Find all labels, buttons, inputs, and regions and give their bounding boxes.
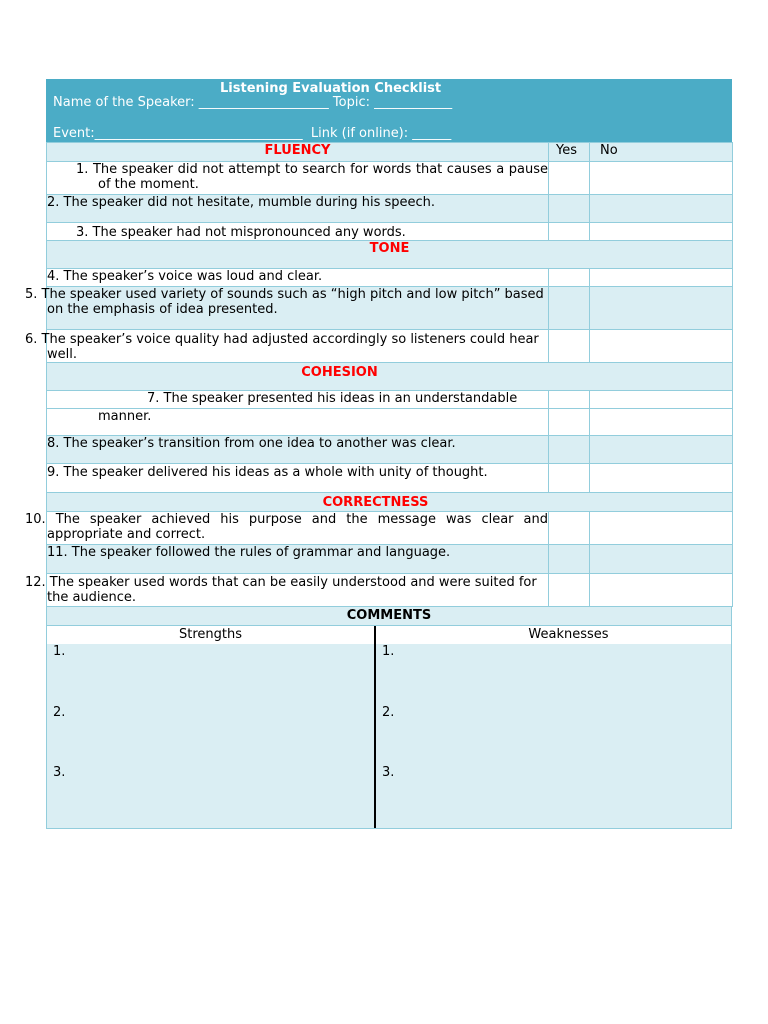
- yes-cell[interactable]: [549, 223, 590, 241]
- criterion-item: 2. The speaker did not hesitate, mumble during his speech.: [47, 195, 549, 223]
- section-cohesion: COHESION: [47, 363, 733, 391]
- yes-cell[interactable]: [549, 464, 590, 493]
- section-tone: TONE: [47, 241, 733, 269]
- no-cell[interactable]: [590, 436, 733, 464]
- no-cell[interactable]: [590, 512, 733, 545]
- yes-cell[interactable]: [549, 195, 590, 223]
- no-cell[interactable]: [590, 269, 733, 287]
- weaknesses-header: Weaknesses: [376, 626, 731, 644]
- yes-cell[interactable]: [549, 162, 590, 195]
- yes-cell[interactable]: [549, 330, 590, 363]
- no-cell[interactable]: [590, 574, 733, 607]
- weakness-number: 3.: [382, 765, 395, 780]
- yes-column-header: Yes: [549, 143, 590, 162]
- no-cell[interactable]: [590, 545, 733, 574]
- strengths-header: Strengths: [47, 626, 374, 644]
- weakness-number: 1.: [382, 644, 395, 659]
- yes-cell[interactable]: [549, 269, 590, 287]
- section-correctness: CORRECTNESS: [47, 493, 733, 512]
- yes-cell[interactable]: [549, 391, 590, 409]
- criterion-item: 11. The speaker followed the rules of grammar and language.: [47, 545, 549, 574]
- evaluation-checklist: [25, 79, 732, 829]
- no-cell[interactable]: [590, 162, 733, 195]
- comments-section: [46, 607, 732, 829]
- speaker-topic-line: Name of the Speaker: ____________________ Topic: ____________: [53, 95, 453, 110]
- yes-cell[interactable]: [549, 545, 590, 574]
- yes-cell[interactable]: [549, 436, 590, 464]
- strengths-column: [47, 626, 376, 828]
- criteria-table: [25, 142, 733, 607]
- strength-number: 1.: [53, 644, 66, 659]
- yes-cell[interactable]: [549, 512, 590, 545]
- criterion-item: 7. The speaker presented his ideas in an understandable: [47, 391, 549, 409]
- criterion-item: 10. The speaker achieved his purpose and the message was clear and appropriate and correct.: [47, 512, 549, 545]
- criterion-item-continued: manner.: [47, 409, 549, 436]
- criterion-item: 9. The speaker delivered his ideas as a whole with unity of thought.: [47, 464, 549, 493]
- strength-number: 2.: [53, 705, 66, 720]
- no-cell[interactable]: [590, 409, 733, 436]
- yes-cell[interactable]: [549, 574, 590, 607]
- checklist-header: Listening Evaluation Checklist Name of the Speaker: ____________________ Topic: ____________ Event:________________________________ Link (if online): ______: [46, 79, 732, 142]
- no-cell[interactable]: [590, 464, 733, 493]
- weaknesses-column: [376, 626, 731, 828]
- no-cell[interactable]: [590, 223, 733, 241]
- criterion-item: 12. The speaker used words that can be easily understood and were suited for the audience.: [47, 574, 549, 607]
- no-cell[interactable]: [590, 287, 733, 330]
- section-fluency: FLUENCY: [47, 143, 549, 162]
- strength-number: 3.: [53, 765, 66, 780]
- criterion-item: 8. The speaker’s transition from one idea to another was clear.: [47, 436, 549, 464]
- criterion-item: 1. The speaker did not attempt to search for words that causes a pause of the moment.: [47, 162, 549, 195]
- strengths-area[interactable]: [47, 644, 374, 828]
- criterion-item: 5. The speaker used variety of sounds such as “high pitch and low pitch” based on the emphasis of idea presented.: [47, 287, 549, 330]
- event-link-line: Event:________________________________ Link (if online): ______: [53, 126, 452, 141]
- weaknesses-area[interactable]: [376, 644, 731, 828]
- criterion-item: 6. The speaker’s voice quality had adjusted accordingly so listeners could hear well.: [47, 330, 549, 363]
- yes-cell[interactable]: [549, 409, 590, 436]
- weakness-number: 2.: [382, 705, 395, 720]
- yes-cell[interactable]: [549, 287, 590, 330]
- criterion-item: 3. The speaker had not mispronounced any words.: [47, 223, 549, 241]
- comments-title: COMMENTS: [47, 607, 731, 626]
- criterion-item: 4. The speaker’s voice was loud and clear.: [47, 269, 549, 287]
- no-cell[interactable]: [590, 330, 733, 363]
- no-cell[interactable]: [590, 391, 733, 409]
- no-cell[interactable]: [590, 195, 733, 223]
- no-column-header: No: [590, 143, 733, 162]
